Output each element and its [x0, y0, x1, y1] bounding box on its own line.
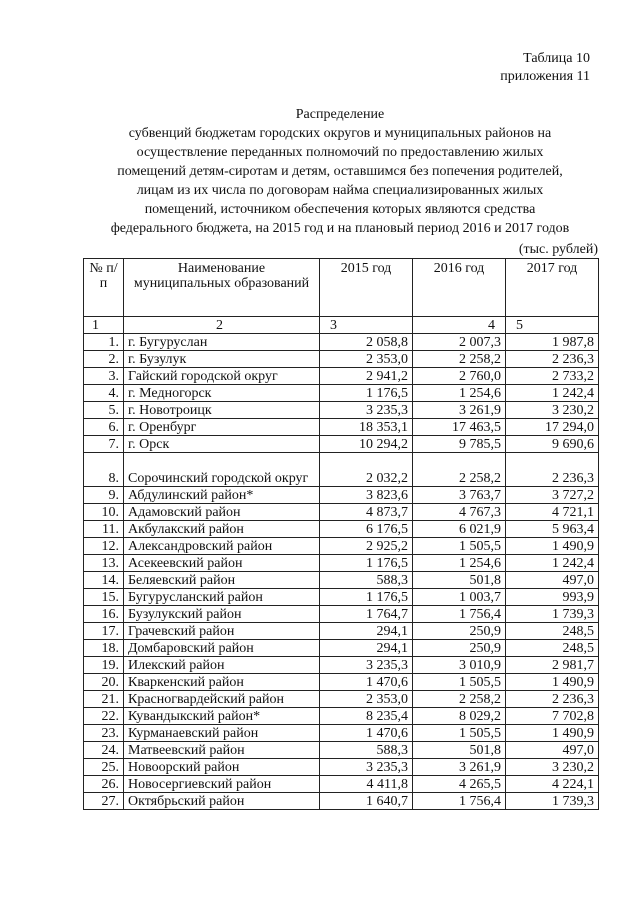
- municipality-name: Абдулинский район*: [124, 487, 320, 504]
- row-number: 13.: [84, 555, 124, 572]
- value-2015: 18 353,1: [320, 419, 413, 436]
- table-row: [84, 419, 599, 436]
- value-2017: 9 690,6: [506, 436, 599, 453]
- value-2015: 1 470,6: [320, 674, 413, 691]
- value-2017: 248,5: [506, 640, 599, 657]
- value-2017: 993,9: [506, 589, 599, 606]
- municipality-name: г. Медногорск: [124, 385, 320, 402]
- row-number: 1.: [84, 334, 124, 351]
- value-2015: 1 470,6: [320, 725, 413, 742]
- value-2017: 2 236,3: [506, 691, 599, 708]
- municipality-name: г. Орск: [124, 436, 320, 453]
- column-number: 4: [413, 317, 506, 334]
- table-row: [84, 504, 599, 521]
- table-row: [84, 334, 599, 351]
- value-2016: 3 763,7: [413, 487, 506, 504]
- table-header-row: [84, 259, 599, 317]
- table-row: [84, 691, 599, 708]
- value-2017: 1 987,8: [506, 334, 599, 351]
- row-number: 27.: [84, 793, 124, 810]
- value-2015: 294,1: [320, 623, 413, 640]
- table-row: [84, 538, 599, 555]
- table-row: [84, 640, 599, 657]
- value-2016: 1 505,5: [413, 674, 506, 691]
- value-2016: 4 767,3: [413, 504, 506, 521]
- value-2015: 2 032,2: [320, 453, 413, 487]
- value-2017: 2 236,3: [506, 351, 599, 368]
- municipality-name: Домбаровский район: [124, 640, 320, 657]
- value-2017: 3 230,2: [506, 402, 599, 419]
- municipality-name: Красногвардейский район: [124, 691, 320, 708]
- value-2016: 3 261,9: [413, 402, 506, 419]
- value-2015: 1 764,7: [320, 606, 413, 623]
- header-2015: 2015 год: [320, 259, 413, 317]
- column-number-row: [84, 317, 599, 334]
- value-2016: 17 463,5: [413, 419, 506, 436]
- table-reference: Таблица 10: [523, 51, 590, 66]
- title-line: помещений, источником обеспечения которых являются средства: [144, 202, 536, 217]
- header-2016: 2016 год: [413, 259, 506, 317]
- value-2015: 1 176,5: [320, 589, 413, 606]
- title-line: Распределение: [295, 107, 385, 122]
- document-title: [80, 105, 600, 238]
- municipality-name: Асекеевский район: [124, 555, 320, 572]
- value-2016: 2 258,2: [413, 453, 506, 487]
- table-row: [84, 521, 599, 538]
- municipality-name: Александровский район: [124, 538, 320, 555]
- municipality-name: г. Оренбург: [124, 419, 320, 436]
- units-label: (тыс. рублей): [518, 242, 598, 257]
- row-number: 14.: [84, 572, 124, 589]
- value-2017: 17 294,0: [506, 419, 599, 436]
- value-2017: 2 981,7: [506, 657, 599, 674]
- table-row: [84, 385, 599, 402]
- row-number: 7.: [84, 436, 124, 453]
- table-row: [84, 487, 599, 504]
- value-2015: 1 176,5: [320, 555, 413, 572]
- municipality-name: Акбулакский район: [124, 521, 320, 538]
- table-row: [84, 725, 599, 742]
- value-2015: 10 294,2: [320, 436, 413, 453]
- row-number: 9.: [84, 487, 124, 504]
- title-line: федерального бюджета, на 2015 год и на плановый период 2016 и 2017 годов: [110, 221, 570, 236]
- table-row: [84, 776, 599, 793]
- value-2016: 1 505,5: [413, 538, 506, 555]
- row-number: 10.: [84, 504, 124, 521]
- table-row: [84, 572, 599, 589]
- value-2017: 1 739,3: [506, 606, 599, 623]
- municipality-name: г. Бугуруслан: [124, 334, 320, 351]
- municipality-name: Бузулукский район: [124, 606, 320, 623]
- value-2017: 1 739,3: [506, 793, 599, 810]
- value-2015: 2 925,2: [320, 538, 413, 555]
- row-number: 12.: [84, 538, 124, 555]
- row-number: 17.: [84, 623, 124, 640]
- row-number: 16.: [84, 606, 124, 623]
- value-2016: 501,8: [413, 572, 506, 589]
- table-row: [84, 674, 599, 691]
- row-number: 11.: [84, 521, 124, 538]
- value-2017: 497,0: [506, 742, 599, 759]
- municipality-name: Матвеевский район: [124, 742, 320, 759]
- value-2016: 1 756,4: [413, 606, 506, 623]
- value-2017: 1 242,4: [506, 555, 599, 572]
- row-number: 4.: [84, 385, 124, 402]
- value-2016: 3 261,9: [413, 759, 506, 776]
- subvention-table: [83, 258, 599, 810]
- value-2015: 2 941,2: [320, 368, 413, 385]
- value-2017: 497,0: [506, 572, 599, 589]
- row-number: 26.: [84, 776, 124, 793]
- value-2017: 1 490,9: [506, 674, 599, 691]
- value-2016: 250,9: [413, 640, 506, 657]
- row-number: 22.: [84, 708, 124, 725]
- value-2016: 2 760,0: [413, 368, 506, 385]
- table-row: [84, 402, 599, 419]
- row-number: 8.: [84, 453, 124, 487]
- row-number: 6.: [84, 419, 124, 436]
- table-row: [84, 589, 599, 606]
- value-2016: 4 265,5: [413, 776, 506, 793]
- header-name: Наименование муниципальных образований: [124, 259, 320, 317]
- value-2017: 2 733,2: [506, 368, 599, 385]
- value-2015: 2 353,0: [320, 351, 413, 368]
- value-2016: 1 505,5: [413, 725, 506, 742]
- column-number: 3: [320, 317, 413, 334]
- value-2016: 2 007,3: [413, 334, 506, 351]
- value-2016: 1 254,6: [413, 385, 506, 402]
- municipality-name: Новосергиевский район: [124, 776, 320, 793]
- value-2015: 3 823,6: [320, 487, 413, 504]
- row-number: 21.: [84, 691, 124, 708]
- title-line: лицам из их числа по договорам найма специализированных жилых: [136, 183, 544, 198]
- row-number: 15.: [84, 589, 124, 606]
- value-2015: 588,3: [320, 572, 413, 589]
- municipality-name: г. Бузулук: [124, 351, 320, 368]
- row-number: 3.: [84, 368, 124, 385]
- value-2016: 2 258,2: [413, 351, 506, 368]
- table-row: [84, 708, 599, 725]
- value-2015: 294,1: [320, 640, 413, 657]
- value-2015: 3 235,3: [320, 657, 413, 674]
- value-2016: 501,8: [413, 742, 506, 759]
- value-2017: 4 224,1: [506, 776, 599, 793]
- row-number: 20.: [84, 674, 124, 691]
- municipality-name: Сорочинский городской округ: [124, 453, 320, 487]
- table-row: [84, 606, 599, 623]
- value-2017: 7 702,8: [506, 708, 599, 725]
- row-number: 2.: [84, 351, 124, 368]
- value-2017: 3 727,2: [506, 487, 599, 504]
- value-2016: 9 785,5: [413, 436, 506, 453]
- value-2015: 6 176,5: [320, 521, 413, 538]
- table-row: [84, 368, 599, 385]
- municipality-name: Илекский район: [124, 657, 320, 674]
- value-2016: 1 254,6: [413, 555, 506, 572]
- value-2016: 250,9: [413, 623, 506, 640]
- value-2016: 6 021,9: [413, 521, 506, 538]
- row-number: 23.: [84, 725, 124, 742]
- value-2015: 2 058,8: [320, 334, 413, 351]
- municipality-name: Бугурусланский район: [124, 589, 320, 606]
- table-row: [84, 793, 599, 810]
- value-2015: 3 235,3: [320, 759, 413, 776]
- table-row: [84, 453, 599, 487]
- column-number: 1: [84, 317, 124, 334]
- document-reference: [500, 50, 590, 86]
- table-row: [84, 351, 599, 368]
- value-2015: 8 235,4: [320, 708, 413, 725]
- value-2016: 2 258,2: [413, 691, 506, 708]
- value-2016: 8 029,2: [413, 708, 506, 725]
- municipality-name: Грачевский район: [124, 623, 320, 640]
- column-number: 5: [506, 317, 599, 334]
- municipality-name: Беляевский район: [124, 572, 320, 589]
- table-row: [84, 742, 599, 759]
- value-2016: 3 010,9: [413, 657, 506, 674]
- municipality-name: г. Новотроицк: [124, 402, 320, 419]
- value-2017: 3 230,2: [506, 759, 599, 776]
- municipality-name: Адамовский район: [124, 504, 320, 521]
- municipality-name: Кувандыкский район*: [124, 708, 320, 725]
- value-2015: 4 873,7: [320, 504, 413, 521]
- table-row: [84, 657, 599, 674]
- value-2016: 1 003,7: [413, 589, 506, 606]
- municipality-name: Кваркенский район: [124, 674, 320, 691]
- table-row: [84, 436, 599, 453]
- table-row: [84, 759, 599, 776]
- table-row: [84, 623, 599, 640]
- value-2015: 3 235,3: [320, 402, 413, 419]
- value-2017: 1 490,9: [506, 725, 599, 742]
- row-number: 18.: [84, 640, 124, 657]
- value-2016: 1 756,4: [413, 793, 506, 810]
- value-2015: 1 176,5: [320, 385, 413, 402]
- value-2017: 248,5: [506, 623, 599, 640]
- municipality-name: Курманаевский район: [124, 725, 320, 742]
- column-number: 2: [124, 317, 320, 334]
- row-number: 24.: [84, 742, 124, 759]
- title-line: помещений детям-сиротам и детям, оставшимся без попечения родителей,: [117, 164, 563, 179]
- value-2017: 4 721,1: [506, 504, 599, 521]
- table-row: [84, 555, 599, 572]
- municipality-name: Новоорский район: [124, 759, 320, 776]
- value-2017: 5 963,4: [506, 521, 599, 538]
- value-2015: 588,3: [320, 742, 413, 759]
- value-2017: 2 236,3: [506, 453, 599, 487]
- value-2017: 1 490,9: [506, 538, 599, 555]
- appendix-reference: приложения 11: [500, 69, 590, 84]
- row-number: 5.: [84, 402, 124, 419]
- value-2017: 1 242,4: [506, 385, 599, 402]
- municipality-name: Гайский городской округ: [124, 368, 320, 385]
- header-num: № п/п: [84, 259, 124, 317]
- title-line: осуществление переданных полномочий по предоставлению жилых: [136, 145, 544, 160]
- row-number: 19.: [84, 657, 124, 674]
- municipality-name: Октябрьский район: [124, 793, 320, 810]
- row-number: 25.: [84, 759, 124, 776]
- value-2015: 1 640,7: [320, 793, 413, 810]
- title-line: субвенций бюджетам городских округов и муниципальных районов на: [128, 126, 552, 141]
- value-2015: 4 411,8: [320, 776, 413, 793]
- value-2015: 2 353,0: [320, 691, 413, 708]
- header-2017: 2017 год: [506, 259, 599, 317]
